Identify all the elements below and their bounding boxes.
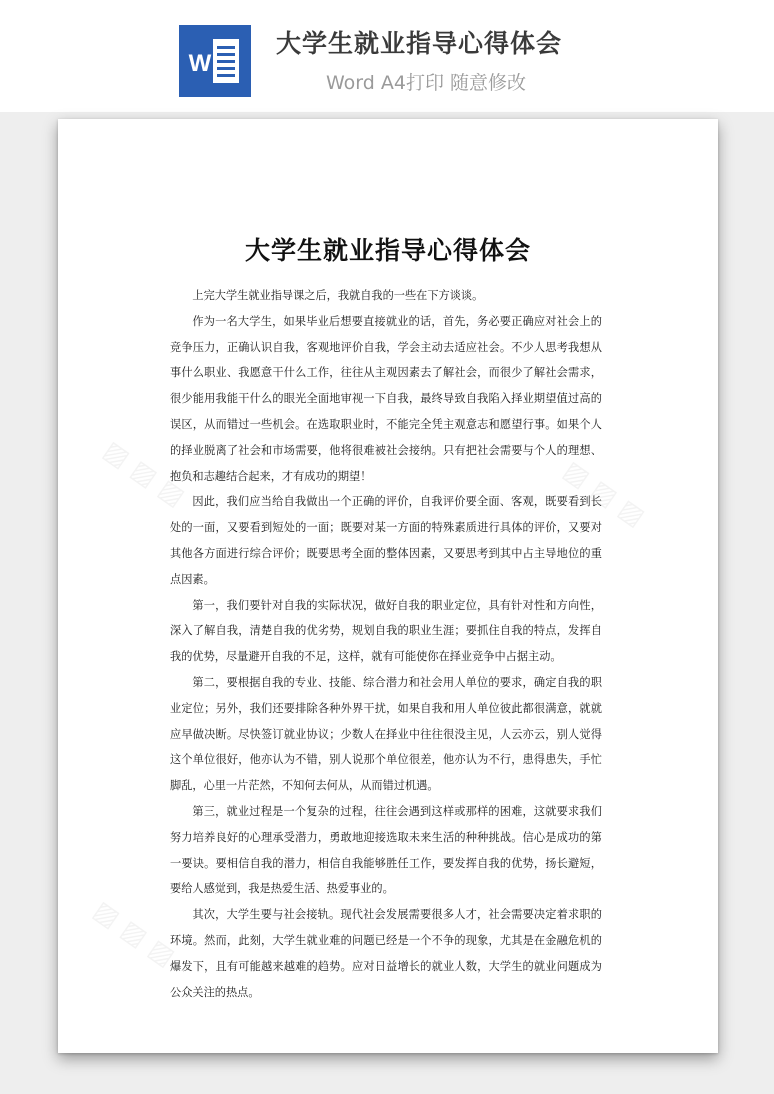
watermark-decoration: ▨ ▨ ▨ (557, 455, 651, 533)
word-document-icon (179, 25, 251, 97)
watermark-decoration: ▨ ▨ ▨ (97, 435, 191, 513)
header-title: 大学生就业指导心得体会 (276, 29, 563, 58)
word-icon-letter: W (188, 50, 212, 77)
paragraph: 上完大学生就业指导课之后，我就自我的一些在下方谈谈。 (192, 289, 484, 302)
paragraph: 第三，就业过程是一个复杂的过程，往往会遇到这样或那样的困难，这就要求我们努力培养良好的心理承受潜力，勇敢地迎接选取未来生活的种种挑战。信心是成功的第一要诀。要相信自我的潜力，相信自我能够胜任工作，要发挥自我的优势，扬长避短，要给人感觉到，我是热爱生活、热爱事业的。 (170, 804, 602, 896)
paragraph: 第一，我们要针对自我的实际状况，做好自我的职业定位，具有针对性和方向性，深入了解自我，清楚自我的优劣势，规划自我的职业生涯；要抓住自我的特点，发挥自我的优势，尽量避开自我的不足，这样，就有可能使你在择业竞争中占据主动。 (170, 598, 602, 664)
paragraph: 因此，我们应当给自我做出一个正确的评价，自我评价要全面、客观，既要看到长处的一面，又要看到短处的一面；既要对某一方面的特殊素质进行具体的评价，又要对其他各方面进行综合评价；既要思考全面的整体因素，又要思考到其中占主导地位的重点因素。 (170, 495, 602, 586)
document-title: 大学生就业指导心得体会 (244, 236, 531, 265)
document-body (170, 283, 602, 1005)
paragraph: 其次，大学生要与社会接轨。现代社会发展需要很多人才，社会需要决定着求职的环境。然而，此刻，大学生就业难的问题已经是一个不争的现象，尤其是在金融危机的爆发下，且有可能越来越难的趋势。应对日益增长的就业人数，大学生的就业问题成为公众关注的热点。 (170, 908, 602, 999)
header-banner (0, 0, 774, 112)
paragraph: 第二，要根据自我的专业、技能、综合潜力和社会用人单位的要求，确定自我的职业定位；另外，我们还要排除各种外界干扰，如果自我和用人单位彼此都很满意，就就应早做决断。尽快签订就业协议；少数人在择业中往往很没主见，人云亦云，别人觉得这个单位很好，他亦认为不错，别人说那个单位很差，他亦认为不行，患得患失，手忙脚乱，心里一片茫然，不知何去何从，从而错过机遇。 (170, 675, 602, 793)
watermark-decoration: ▨ ▨ ▨ (87, 895, 181, 973)
document-page (58, 119, 718, 1053)
header-subtitle: Word A4打印 随意修改 (326, 72, 527, 94)
paragraph: 作为一名大学生，如果毕业后想要直接就业的话，首先，务必要正确应对社会上的竞争压力，正确认识自我，客观地评价自我，学会主动去适应社会。不少人思考我想从事什么职业、我愿意干什么工作，往往从主观因素去了解社会，而很少了解社会需求，很少能用我能干什么的眼光全面地审视一下自我，最终导致自我陷入择业期望值过高的误区，从而错过一些机会。在选取职业时，不能完全凭主观意志和愿望行事。如果个人的择业脱离了社会和市场需要，他将很难被社会接纳。只有把社会需要与个人的理想、抱负和志趣结合起来，才有成功的期望！ (170, 314, 602, 483)
